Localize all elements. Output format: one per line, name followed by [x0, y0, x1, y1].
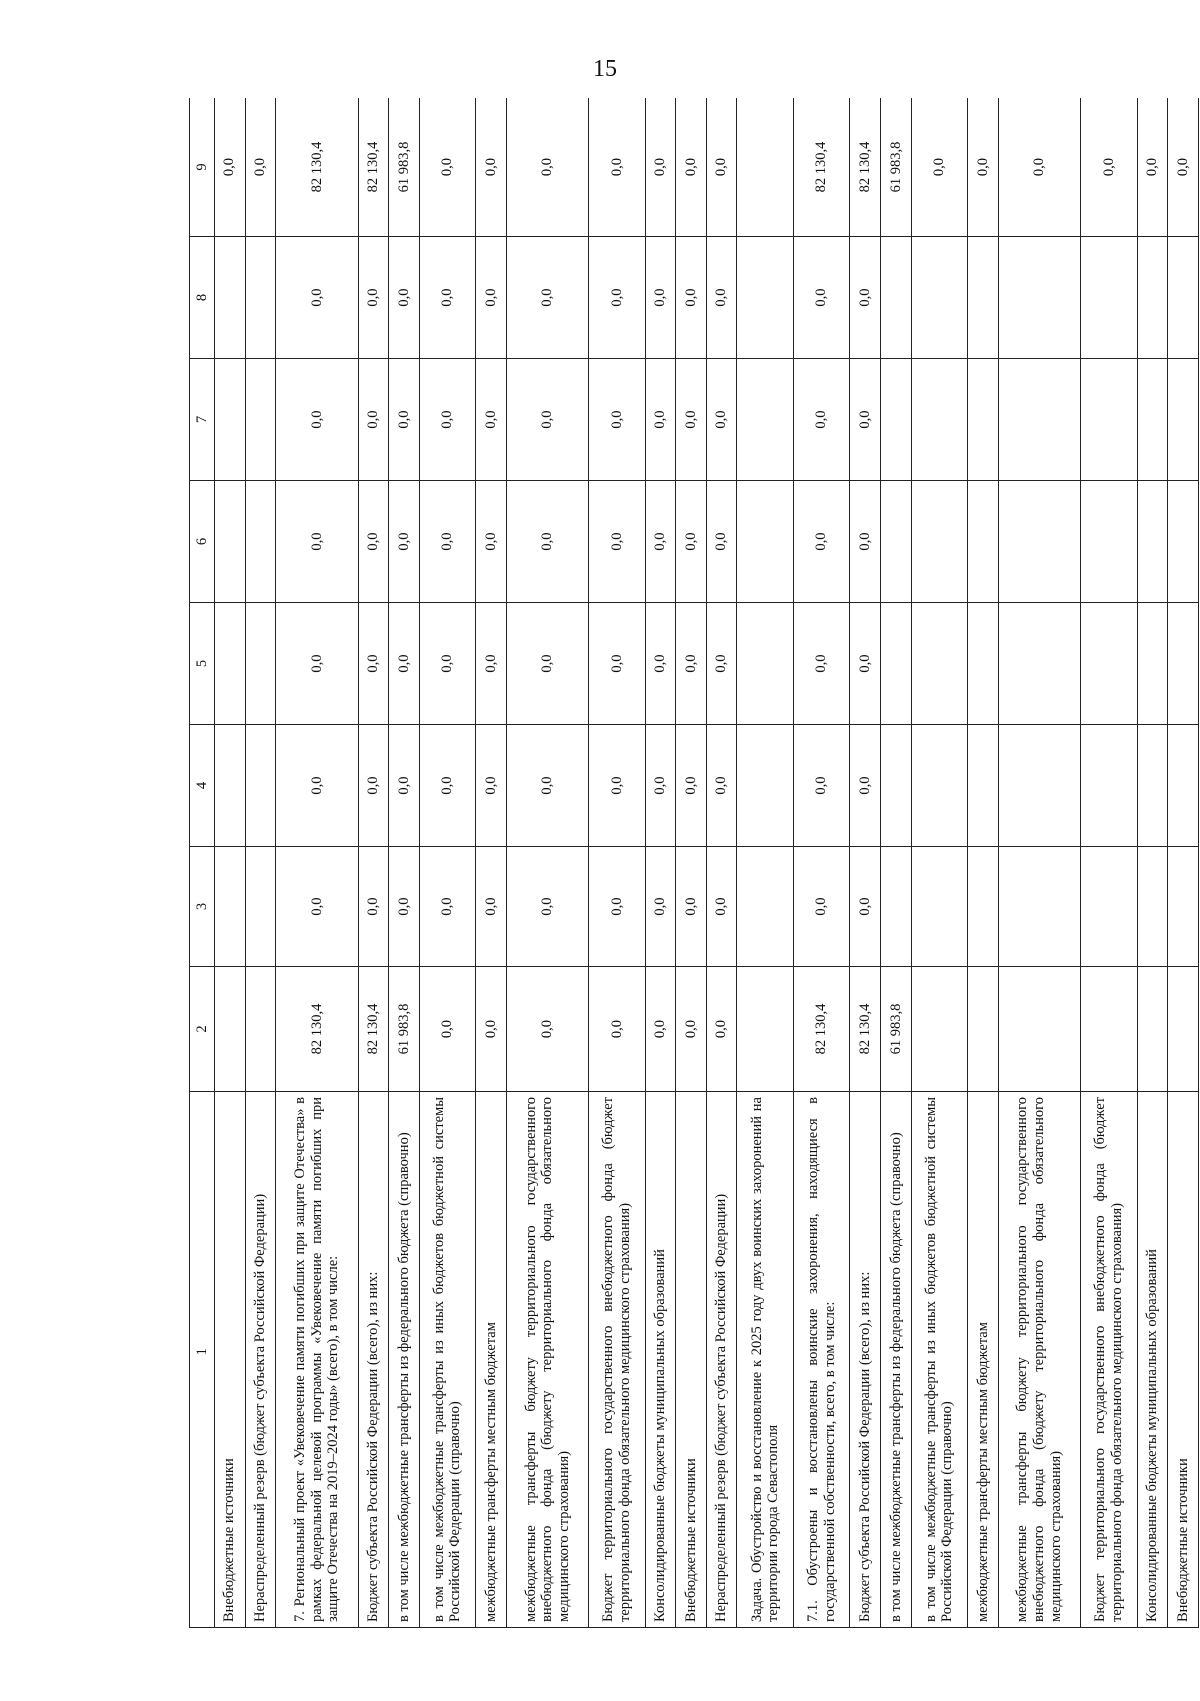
value-cell: 82 130,4: [793, 967, 850, 1092]
value-cell: [215, 237, 246, 359]
value-cell: 0,0: [215, 98, 246, 237]
value-cell: 0,0: [506, 237, 588, 359]
value-cell: [215, 725, 246, 847]
value-cell: 0,0: [645, 98, 676, 237]
value-cell: 0,0: [419, 359, 476, 481]
value-cell: 0,0: [706, 847, 737, 967]
value-cell: 0,0: [793, 237, 850, 359]
value-cell: 0,0: [419, 237, 476, 359]
value-cell: 82 130,4: [793, 98, 850, 237]
value-cell: 0,0: [645, 603, 676, 725]
value-cell: 0,0: [676, 967, 707, 1092]
value-cell: [968, 725, 999, 847]
value-cell: [881, 237, 912, 359]
value-cell: [1168, 603, 1199, 725]
row-label: в том числе межбюджетные трансферты из иных бюджетов бюджетной системы Российской Федерации (справочно): [419, 1092, 476, 1628]
value-cell: 0,0: [476, 237, 507, 359]
value-cell: 0,0: [850, 847, 881, 967]
header-cell: 2: [190, 967, 215, 1092]
row-label: Нераспределенный резерв (бюджет субъекта Российской Федерации): [245, 1092, 276, 1628]
value-cell: 0,0: [676, 237, 707, 359]
table-row: [1168, 98, 1199, 1628]
header-cell: 5: [190, 603, 215, 725]
value-cell: 82 130,4: [358, 967, 389, 1092]
value-cell: 0,0: [850, 725, 881, 847]
value-cell: 0,0: [506, 481, 588, 603]
value-cell: 0,0: [589, 359, 646, 481]
value-cell: [737, 237, 794, 359]
value-cell: 0,0: [476, 967, 507, 1092]
row-label: в том числе межбюджетные трансферты из федерального бюджета (справочно): [881, 1092, 912, 1628]
table-row: [358, 98, 389, 1628]
value-cell: 0,0: [419, 98, 476, 237]
value-cell: [998, 967, 1080, 1092]
row-label: межбюджетные трансферты местным бюджетам: [968, 1092, 999, 1628]
value-cell: [998, 481, 1080, 603]
row-label: Внебюджетные источники: [676, 1092, 707, 1628]
value-cell: [245, 847, 276, 967]
value-cell: 0,0: [358, 847, 389, 967]
value-cell: 0,0: [589, 603, 646, 725]
row-label: Бюджет территориального государственного внебюджетного фонда (бюджет территориального фонда обязательного медицинского страхования): [589, 1092, 646, 1628]
value-cell: [881, 725, 912, 847]
value-cell: 0,0: [589, 847, 646, 967]
value-cell: 0,0: [706, 725, 737, 847]
row-label: межбюджетные трансферты бюджету территориального государственного внебюджетного фонда (бюджету территориального фонда обязательного медицинского страхования): [998, 1092, 1080, 1628]
value-cell: [911, 359, 968, 481]
value-cell: [737, 847, 794, 967]
value-cell: 0,0: [245, 98, 276, 237]
table-row: [389, 98, 420, 1628]
value-cell: [911, 967, 968, 1092]
value-cell: [245, 725, 276, 847]
value-cell: 0,0: [358, 359, 389, 481]
row-label: Нераспределенный резерв (бюджет субъекта Российской Федерации): [706, 1092, 737, 1628]
table-row: [276, 98, 358, 1628]
value-cell: 0,0: [706, 603, 737, 725]
header-cell: 3: [190, 847, 215, 967]
value-cell: 0,0: [276, 359, 358, 481]
table-row: [850, 98, 881, 1628]
value-cell: [215, 967, 246, 1092]
value-cell: [881, 603, 912, 725]
page-number: 15: [593, 56, 617, 82]
value-cell: 0,0: [589, 98, 646, 237]
value-cell: 0,0: [645, 359, 676, 481]
value-cell: [968, 603, 999, 725]
header-cell: 6: [190, 481, 215, 603]
value-cell: 0,0: [645, 847, 676, 967]
value-cell: [968, 237, 999, 359]
value-cell: 61 983,8: [881, 98, 912, 237]
value-cell: [1137, 847, 1168, 967]
value-cell: [998, 847, 1080, 967]
value-cell: 0,0: [589, 481, 646, 603]
value-cell: 0,0: [645, 967, 676, 1092]
header-spacer: [190, 1612, 215, 1628]
value-cell: [1168, 237, 1199, 359]
value-cell: [737, 725, 794, 847]
value-cell: 0,0: [389, 237, 420, 359]
header-cell: 4: [190, 725, 215, 847]
value-cell: [245, 237, 276, 359]
table-row: [676, 98, 707, 1628]
value-cell: 0,0: [506, 967, 588, 1092]
value-cell: [1081, 237, 1138, 359]
value-cell: 0,0: [358, 603, 389, 725]
value-cell: [737, 98, 794, 237]
value-cell: 0,0: [968, 98, 999, 237]
value-cell: [215, 603, 246, 725]
value-cell: [737, 481, 794, 603]
value-cell: [968, 967, 999, 1092]
value-cell: 0,0: [506, 847, 588, 967]
table-row: [998, 98, 1080, 1628]
value-cell: 0,0: [419, 847, 476, 967]
table-row: [881, 98, 912, 1628]
value-cell: 82 130,4: [850, 967, 881, 1092]
value-cell: [1081, 967, 1138, 1092]
value-cell: [911, 481, 968, 603]
value-cell: [1137, 359, 1168, 481]
value-cell: [1081, 481, 1138, 603]
header-row: [190, 98, 215, 1628]
value-cell: 0,0: [389, 603, 420, 725]
value-cell: 0,0: [389, 481, 420, 603]
value-cell: 0,0: [476, 847, 507, 967]
rotated-table-frame: [189, 98, 1199, 1628]
table-row: [589, 98, 646, 1628]
row-label: Внебюджетные источники: [215, 1092, 246, 1628]
row-label: Консолидированные бюджеты муниципальных образований: [645, 1092, 676, 1628]
value-cell: 0,0: [476, 98, 507, 237]
value-cell: [1137, 725, 1168, 847]
value-cell: [737, 603, 794, 725]
value-cell: [911, 725, 968, 847]
value-cell: [881, 359, 912, 481]
value-cell: 0,0: [706, 237, 737, 359]
value-cell: [1168, 481, 1199, 603]
table-row: [245, 98, 276, 1628]
value-cell: 0,0: [676, 481, 707, 603]
value-cell: 0,0: [389, 725, 420, 847]
table-row: [215, 98, 246, 1628]
value-cell: 0,0: [419, 725, 476, 847]
value-cell: [245, 967, 276, 1092]
row-label: Консолидированные бюджеты муниципальных образований: [1137, 1092, 1168, 1628]
value-cell: 0,0: [589, 967, 646, 1092]
value-cell: [881, 481, 912, 603]
value-cell: 0,0: [676, 725, 707, 847]
value-cell: 0,0: [506, 359, 588, 481]
rotated-table-content: [189, 98, 1199, 1628]
value-cell: 0,0: [276, 847, 358, 967]
table-row: [737, 98, 794, 1628]
header-cell: 7: [190, 359, 215, 481]
value-cell: 0,0: [793, 359, 850, 481]
value-cell: [1081, 603, 1138, 725]
value-cell: 0,0: [358, 481, 389, 603]
table-row: [1137, 98, 1168, 1628]
row-label: межбюджетные трансферты бюджету территориального государственного внебюджетного фонда (бюджету территориального фонда обязательного медицинского страхования): [506, 1092, 588, 1628]
value-cell: 0,0: [676, 847, 707, 967]
row-label: 7.1. Обустроены и восстановлены воинские захоронения, находящиеся в государственной собственности, всего, в том числе:: [793, 1092, 850, 1628]
row-label: Бюджет территориального государственного внебюджетного фонда (бюджет территориального фонда обязательного медицинского страхования): [1081, 1092, 1138, 1628]
value-cell: 0,0: [850, 481, 881, 603]
value-cell: 0,0: [645, 725, 676, 847]
value-cell: 0,0: [850, 237, 881, 359]
table-row: [911, 98, 968, 1628]
value-cell: [998, 725, 1080, 847]
value-cell: 0,0: [419, 481, 476, 603]
value-cell: 0,0: [476, 359, 507, 481]
value-cell: [737, 967, 794, 1092]
value-cell: 0,0: [1168, 98, 1199, 237]
value-cell: 0,0: [676, 359, 707, 481]
value-cell: 0,0: [506, 98, 588, 237]
value-cell: 82 130,4: [276, 98, 358, 237]
value-cell: [215, 481, 246, 603]
row-label: в том числе межбюджетные трансферты из иных бюджетов бюджетной системы Российской Федерации (справочно): [911, 1092, 968, 1628]
value-cell: 0,0: [358, 237, 389, 359]
value-cell: [998, 237, 1080, 359]
value-cell: [968, 359, 999, 481]
value-cell: [1081, 725, 1138, 847]
table-row: [968, 98, 999, 1628]
row-label: в том числе межбюджетные трансферты из федерального бюджета (справочно): [389, 1092, 420, 1628]
value-cell: 0,0: [706, 98, 737, 237]
value-cell: [1137, 481, 1168, 603]
header-cell: 9: [190, 98, 215, 237]
value-cell: 61 983,8: [881, 967, 912, 1092]
row-label: 7. Региональный проект «Увековечение памяти погибших при защите Отечества» в рамках федеральной целевой программы «Увековечение памяти погибших при защите Отечества на 2019–2024 годы» (всего), в том числе:: [276, 1092, 358, 1628]
value-cell: [881, 847, 912, 967]
row-label: Внебюджетные источники: [1168, 1092, 1199, 1628]
value-cell: [1168, 359, 1199, 481]
value-cell: 0,0: [358, 725, 389, 847]
value-cell: 61 983,8: [389, 967, 420, 1092]
value-cell: 0,0: [706, 481, 737, 603]
header-cell: 8: [190, 237, 215, 359]
value-cell: 0,0: [276, 481, 358, 603]
value-cell: 0,0: [793, 725, 850, 847]
row-label: Задача. Обустройство и восстановление к 2025 году двух воинских захоронений на территории города Севастополя: [737, 1092, 794, 1628]
row-label: межбюджетные трансферты местным бюджетам: [476, 1092, 507, 1628]
table-row: [506, 98, 588, 1628]
value-cell: [245, 481, 276, 603]
value-cell: 0,0: [419, 967, 476, 1092]
value-cell: 0,0: [793, 603, 850, 725]
value-cell: [245, 603, 276, 725]
value-cell: 0,0: [850, 359, 881, 481]
header-cell: 1: [190, 1092, 215, 1612]
value-cell: 0,0: [1081, 98, 1138, 237]
row-label: Бюджет субъекта Российской Федерации (всего), из них:: [850, 1092, 881, 1628]
budget-table: [189, 98, 1199, 1628]
value-cell: 0,0: [676, 603, 707, 725]
value-cell: 0,0: [793, 481, 850, 603]
value-cell: 0,0: [589, 237, 646, 359]
value-cell: [245, 359, 276, 481]
value-cell: 0,0: [645, 481, 676, 603]
table-row: [1081, 98, 1138, 1628]
value-cell: 61 983,8: [389, 98, 420, 237]
value-cell: 0,0: [911, 98, 968, 237]
value-cell: [1168, 725, 1199, 847]
value-cell: [998, 603, 1080, 725]
value-cell: [1137, 603, 1168, 725]
value-cell: 0,0: [389, 359, 420, 481]
value-cell: [1081, 359, 1138, 481]
value-cell: 82 130,4: [276, 967, 358, 1092]
value-cell: [1137, 237, 1168, 359]
value-cell: 0,0: [706, 967, 737, 1092]
value-cell: 0,0: [419, 603, 476, 725]
value-cell: 0,0: [589, 725, 646, 847]
value-cell: 0,0: [476, 725, 507, 847]
table-row: [419, 98, 476, 1628]
value-cell: [737, 359, 794, 481]
value-cell: 0,0: [1137, 98, 1168, 237]
value-cell: 0,0: [850, 603, 881, 725]
table-row: [645, 98, 676, 1628]
table-row: [793, 98, 850, 1628]
value-cell: 82 130,4: [850, 98, 881, 237]
value-cell: [1137, 967, 1168, 1092]
value-cell: [1081, 847, 1138, 967]
value-cell: [968, 847, 999, 967]
value-cell: 0,0: [676, 98, 707, 237]
value-cell: 0,0: [389, 847, 420, 967]
value-cell: [215, 847, 246, 967]
value-cell: [911, 847, 968, 967]
value-cell: [911, 237, 968, 359]
value-cell: 0,0: [476, 481, 507, 603]
table-row: [476, 98, 507, 1628]
value-cell: 82 130,4: [358, 98, 389, 237]
value-cell: 0,0: [506, 725, 588, 847]
value-cell: 0,0: [276, 237, 358, 359]
value-cell: [911, 603, 968, 725]
value-cell: 0,0: [793, 847, 850, 967]
value-cell: 0,0: [276, 603, 358, 725]
value-cell: [1168, 967, 1199, 1092]
value-cell: 0,0: [476, 603, 507, 725]
value-cell: 0,0: [276, 725, 358, 847]
value-cell: 0,0: [645, 237, 676, 359]
table-row: [706, 98, 737, 1628]
value-cell: [1168, 847, 1199, 967]
row-label: Бюджет субъекта Российской Федерации (всего), из них:: [358, 1092, 389, 1628]
value-cell: [215, 359, 246, 481]
value-cell: [998, 359, 1080, 481]
value-cell: 0,0: [706, 359, 737, 481]
value-cell: [968, 481, 999, 603]
value-cell: 0,0: [506, 603, 588, 725]
value-cell: 0,0: [998, 98, 1080, 237]
